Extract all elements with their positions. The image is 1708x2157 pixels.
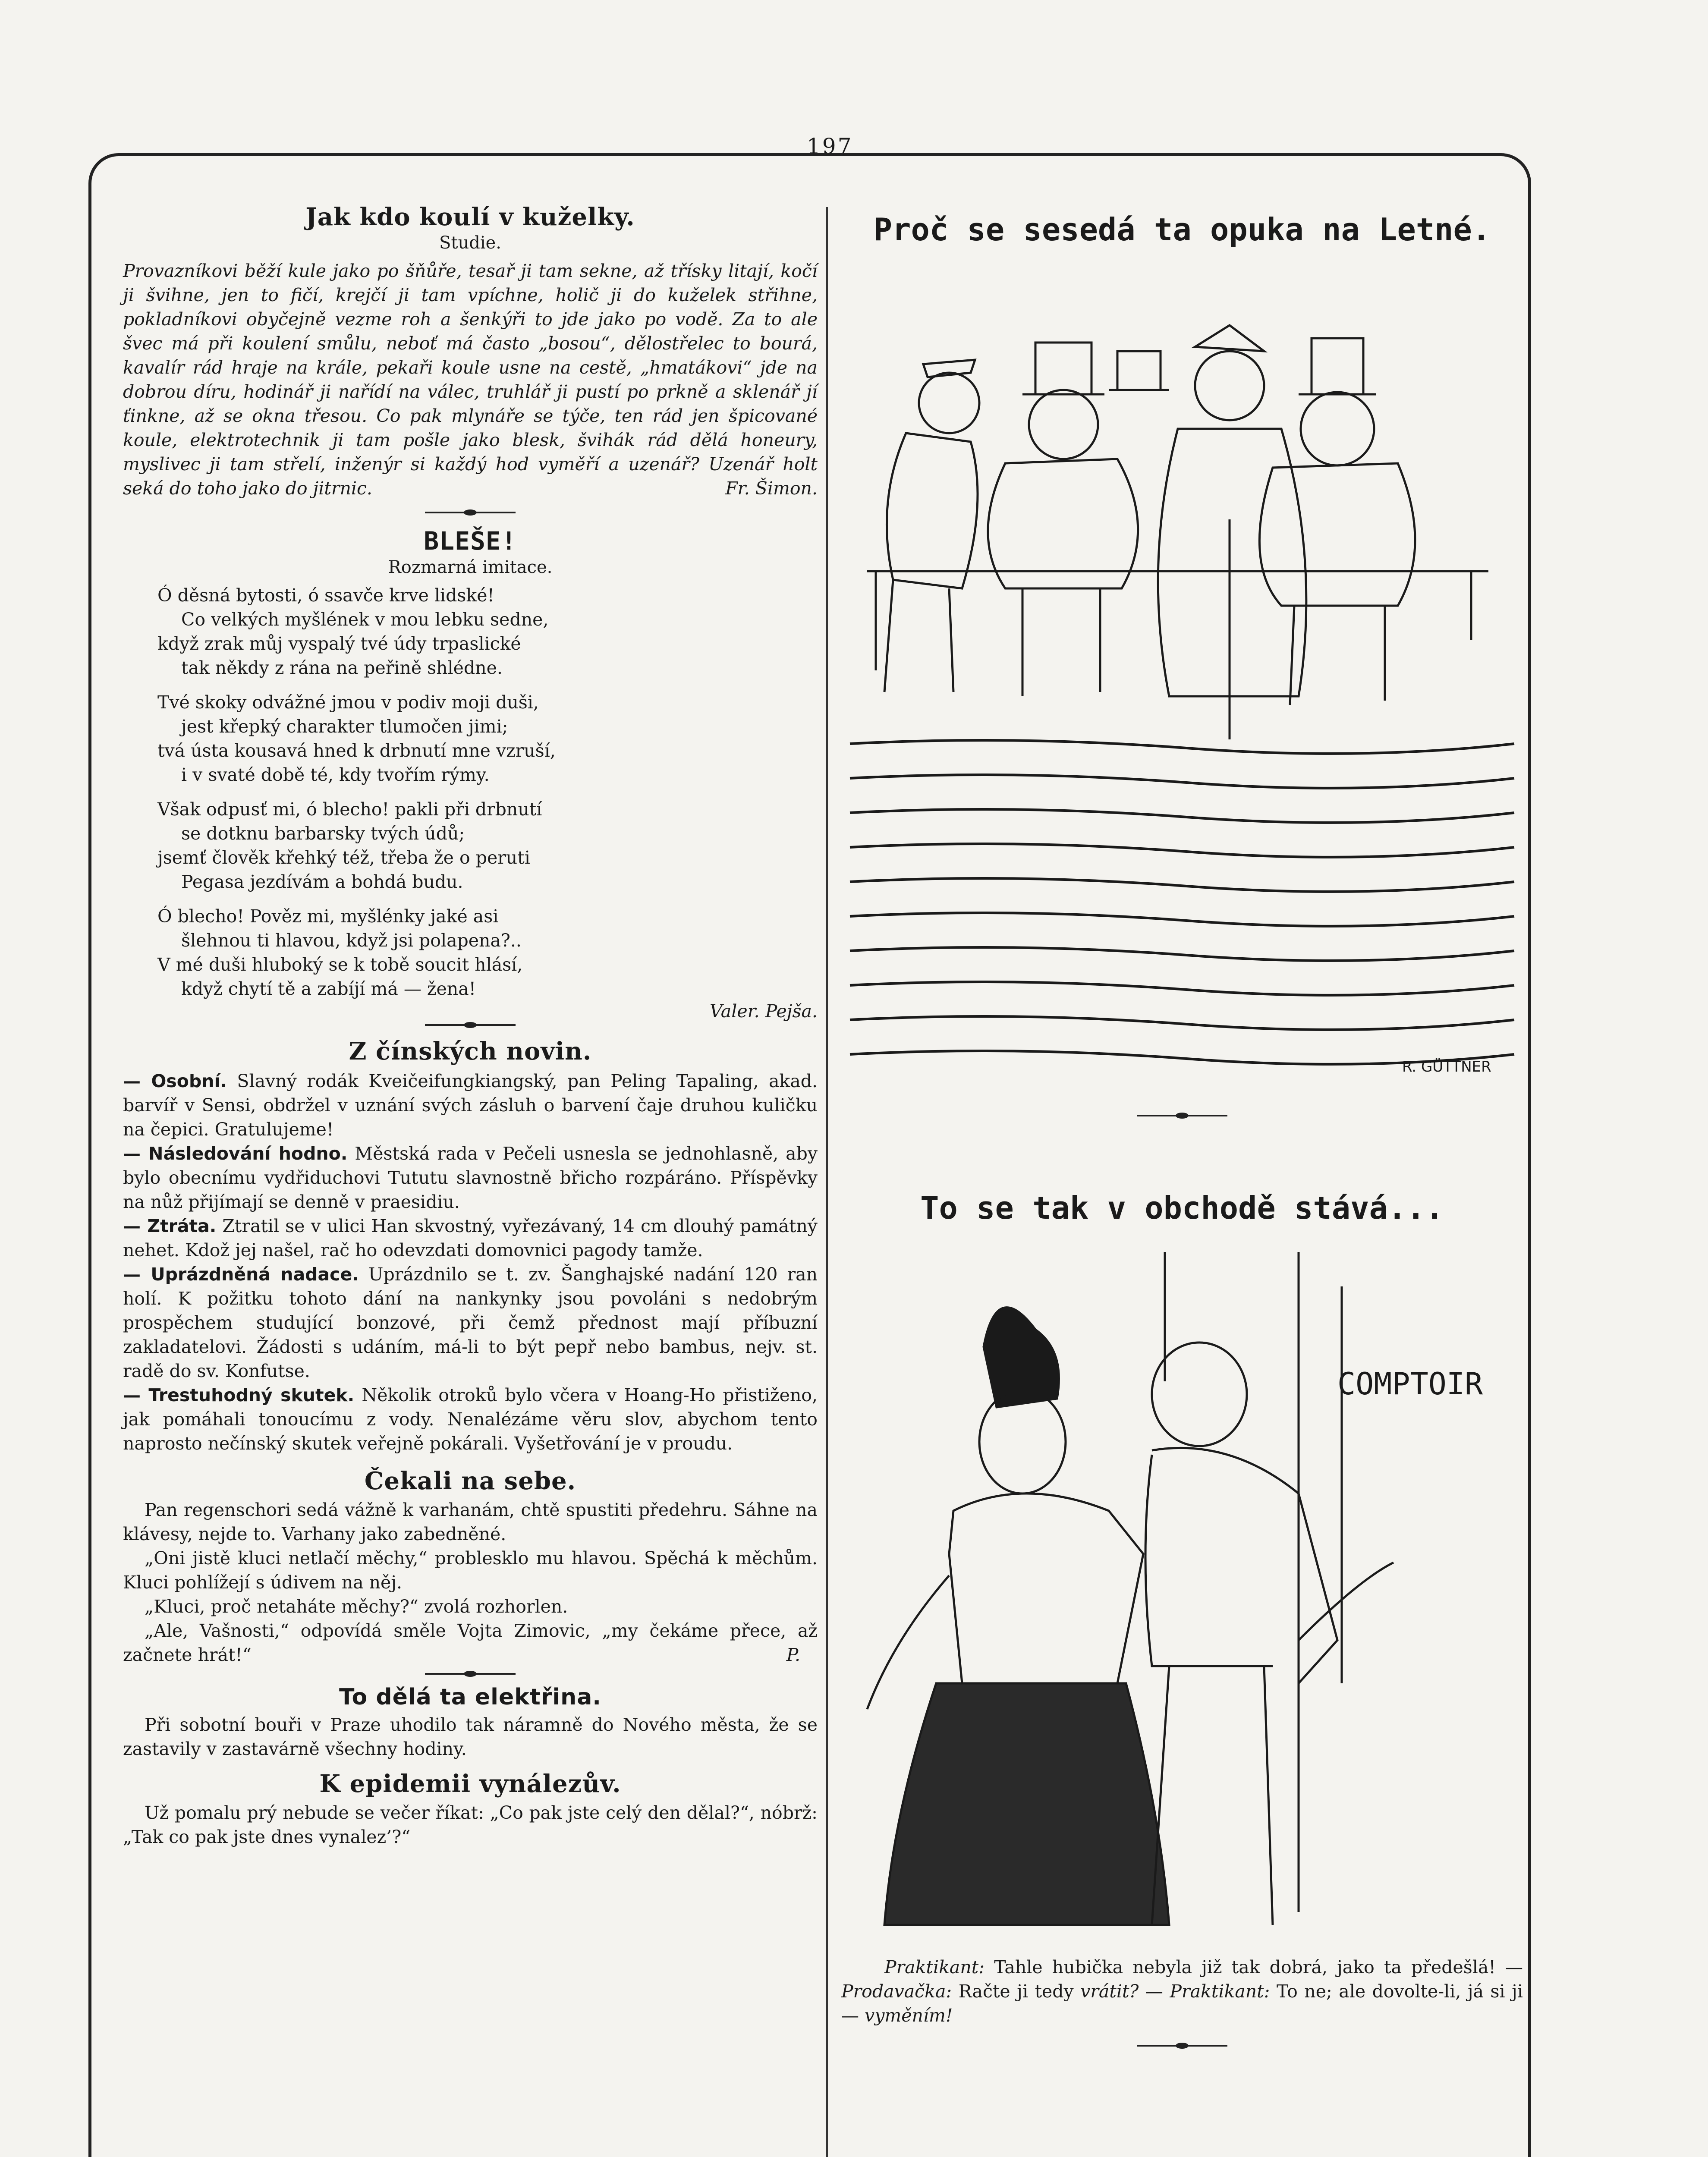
right-column (841, 203, 1523, 2047)
cartoon2-title: To se tak v obchodě stává... (920, 1190, 1444, 1226)
poem-line: Však odpusť mi, ó blecho! pakli při drbnutí (157, 799, 542, 820)
separator (1137, 1115, 1227, 1116)
article4-signature: P. (786, 1644, 800, 1665)
article4-body: Pan regenschori sedá vážně k varhanám, chtě spustiti předehru. Sáhne na klávesy, nejde to. Varhany jako zabedněné. „Oni jistě kluci netlačí měchy,“ problesklo mu hlavou. Spěchá k měchům. Kluci pohlížejí s údivem na něj. „Kluci, proč netaháte měchy?“ zvolá rozhorlen. „Ale, Vašnosti,“ odpovídá směle Vojta Zimovic, „my čekáme přece, až začnete hrát!“ P. (123, 1498, 818, 1667)
news-item: — Ztráta. Ztratil se v ulici Han skvostný, vyřezávaný, 14 cm dlouhý památný nehet. Kdož jej našel, rač ho odevzdati domovnici pagody tamže. (123, 1216, 818, 1261)
poem-line: když chytí tě a zabíjí má — žena! (181, 978, 476, 999)
article1-title: Jak kdo koulí v kuželky. (305, 203, 635, 231)
separator (425, 512, 516, 513)
separator (425, 1024, 516, 1026)
poem-line: tvá ústa kousavá hned k drbnutí mne vzruší, (157, 740, 556, 761)
article1-signature: Fr. Šimon. (725, 478, 818, 499)
article3-title: Z čínských novin. (349, 1037, 592, 1066)
article2-signature: Valer. Pejša. (709, 1001, 818, 1022)
cartoon2-illustration (841, 1252, 1523, 1938)
cartoon1-signature: R. GÜTTNER (1402, 1058, 1491, 1075)
poem-line: Tvé skoky odvážné jmou v podiv moji duši, (157, 692, 539, 713)
article2-title: BLEŠE! (424, 526, 517, 556)
column-divider (826, 207, 828, 2157)
article2-subtitle: Rozmarná imitace. (388, 557, 553, 577)
poem-line: Ó blecho! Pověz mi, myšlénky jaké asi (157, 906, 499, 927)
poem-line: jsemť člověk křehký též, třeba že o peruti (157, 847, 530, 868)
separator (425, 1673, 516, 1675)
article6-title: K epidemii vynálezův. (319, 1770, 621, 1798)
cartoon2-caption: Praktikant: Tahle hubička nebyla již tak dobrá, jako ta předešlá! — Prodavačka: Račte ji tedy vrátit? — Praktikant: To ne; ale dovolte-li, já si ji — vyměním! (841, 1957, 1523, 2026)
poem-line: i v svaté době té, kdy tvořím rýmy. (181, 764, 490, 785)
news-item: — Následování hodno. Městská rada v Pečeli usnesla se jednohlasně, aby bylo obecnímu vydřiduchovi Tututu slavnostně břicho rozpáráno. Příspěvky na nůž přijímají se denně v praesidiu. (123, 1143, 818, 1212)
news-item: — Uprázdněná nadace. Uprázdnilo se t. zv. Šanghajské nadání 120 ran holí. K požitku tohoto dání na nankynky jsou povoláni s nedobrým prospěchem studující bonzové, při čemž přednost mají příbuzní zakladatelovi. Žádosti s udáním, má-li to být pepř nebo bambus, nejv. st. radě do sv. Konfutse. (123, 1264, 818, 1381)
poem-stanza-4 (157, 904, 818, 1001)
article4-title: Čekali na sebe. (364, 1467, 576, 1495)
poem-line: Co velkých myšlének v mou lebku sedne, (181, 609, 549, 630)
comptoir-sign: COMPTOIR (1337, 1366, 1483, 1402)
page-number: 197 (807, 134, 853, 159)
article5-title: To dělá ta elektřina. (339, 1684, 602, 1710)
poem-line: V mé duši hluboký se k tobě soucit hlásí, (157, 954, 523, 975)
separator (1137, 2045, 1227, 2047)
poem-line: Pegasa jezdívám a bohdá budu. (181, 871, 463, 892)
poem-line: se dotknu barbarsky tvých údů; (181, 823, 465, 844)
poem-line: jest křepký charakter tlumočen jimi; (181, 716, 508, 737)
news-item: — Trestuhodný skutek. Několik otroků bylo včera v Hoang-Ho přistiženo, jak pomáhali tonoucímu z vody. Nenalézáme věru slov, abychom tento naprosto nečínský skutek veřejně pokárali. Vyšetřování je v proudu. (123, 1385, 818, 1454)
article1-subtitle: Studie. (439, 233, 502, 253)
poem-line: Ó děsná bytosti, ó ssavče krve lidské! (157, 585, 495, 606)
cartoon1-title: Proč se sesedá ta opuka na Letné. (873, 211, 1491, 248)
article5-body: Při sobotní bouři v Praze uhodilo tak náramně do Nového města, že se zastavily v zastavárně všechny hodiny. (123, 1714, 818, 1759)
poem-stanza-1 (157, 583, 818, 680)
poem-line: tak někdy z rána na peřině shlédne. (181, 657, 503, 678)
cartoon1-illustration (841, 261, 1523, 1093)
poem-line: šlehnou ti hlavou, když jsi polapena?.. (181, 930, 522, 951)
poem-line: když zrak můj vyspalý tvé údy trpaslické (157, 633, 521, 654)
article6-body: Už pomalu prý nebude se večer říkat: „Co pak jste celý den dělal?“, nóbrž: „Tak co pak jste dnes vynalez’?“ (123, 1802, 818, 1847)
news-item: — Osobní. Slavný rodák Kveičeifungkiangský, pan Peling Tapaling, akad. barvíř v Sensi, obdržel v uznání svých zásluh o barvení čaje druhou kuličku na čepici. Gratulujeme! (123, 1071, 818, 1140)
poem-stanza-3 (157, 797, 818, 894)
left-column (123, 203, 818, 1849)
article1-body: Provazníkovi běží kule jako po šňůře, tesař ji tam sekne, až třísky litají, kočí ji švihne, jen to fičí, krejčí ji tam vpíchne, holič ji do kuželek střihne, pokladníkovi obyčejně vezme roh a šenkýři to jde jako po vodě. Za to ale švec má při koulení smůlu, neboť má často „bosou“, dělostřelec to bourá, kavalír rád hraje na krále, pekaři koule usne na cestě, „hmatákovi“ jde na dobrou díru, hodinář ji nařídí na válec, truhlář ji pustí po prkně a sklenář jí ťinkne, až se okna třesou. Co pak mlynáře se týče, ten rád jen špicované koule, elektrotechnik ji tam pošle jako blesk, švihák rád dělá honeury, myslivec ji tam střelí, inženýr si každý hod vyměří a uzenář? Uzenář holt seká do toho jako do jitrnic. Fr. Šimon. (123, 259, 818, 500)
poem-stanza-2 (157, 690, 818, 787)
article3-body (123, 1069, 818, 1456)
